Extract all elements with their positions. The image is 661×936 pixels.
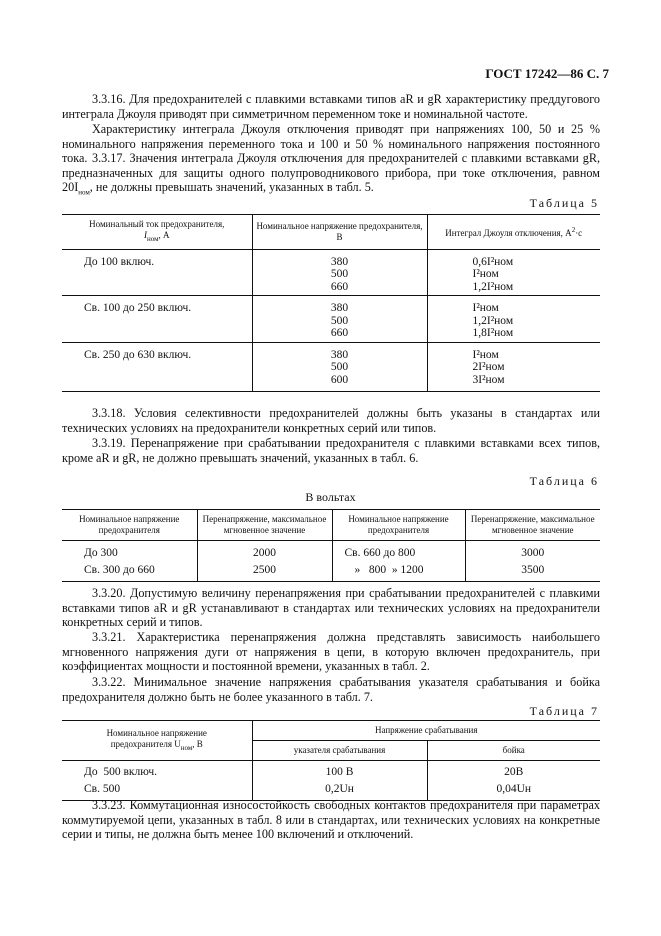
t6-r0-v2: Св. 660 до 800 xyxy=(332,541,465,562)
t5-r2-integrals xyxy=(427,342,600,391)
cell: 1,2I²ном xyxy=(472,314,514,327)
cell: 500 xyxy=(330,268,349,281)
cell: 660 xyxy=(330,280,349,293)
t6-r1-v2: » 800 » 1200 xyxy=(332,562,465,582)
paragraph-3-3-21 xyxy=(62,630,600,674)
paragraph-text: 3.3.17. Значения интеграла Джоуля отключения для предохранителей с плавкими вставками gR, предназначенных для защиты одного полупроводникового прибора, при токе отключения, равном 20I xyxy=(62,151,600,195)
t5-header-current xyxy=(62,215,252,250)
table-row xyxy=(62,761,600,781)
t7-r1-striker: 0,04Uн xyxy=(427,781,600,801)
page-header: ГОСТ 17242—86 С. 7 xyxy=(485,66,609,81)
t6-r1-o2: 3500 xyxy=(465,562,600,582)
paragraph-3-3-22 xyxy=(62,675,600,704)
cell: 0,6I²ном xyxy=(472,255,514,268)
table-row xyxy=(62,342,600,391)
table6-unit: В вольтах xyxy=(305,490,356,504)
cell: 380 xyxy=(330,302,349,315)
paragraph-text: 3.3.19. Перенапряжение при срабатывании предохранителя с плавкими вставками всех типов, кроме aR и gR, не должно превышать значений, указанных в табл. 6. xyxy=(62,436,600,465)
paragraph-text: 3.3.20. Допустимую величину перенапряжения при срабатывании предохранителей с плавкими вставками типов aR и gR устанавливают в стандартах или технических условиях на предохранители конкретных серий и типов. xyxy=(62,586,600,630)
t5-header-integral xyxy=(427,215,600,250)
paragraph-text-end: , не должны превышать значений, указанных в табл. 5. xyxy=(89,180,374,195)
t7-h1c: , В xyxy=(192,738,203,749)
paragraph-3-3-17 xyxy=(62,151,600,200)
paragraph-3-3-23 xyxy=(62,798,600,842)
paragraph-3-3-16 xyxy=(62,92,600,121)
t7-header-striker: бойка xyxy=(427,741,600,761)
t5-h1sub: ном xyxy=(146,234,159,243)
paragraph-text: 3.3.18. Условия селективности предохранителей должны быть указаны в стандартах или технических условиях на предохранители конкретных серий или типов. xyxy=(62,406,600,435)
table-row xyxy=(62,562,600,582)
cell: 500 xyxy=(330,361,349,374)
cell: 660 xyxy=(330,327,349,340)
table-5 xyxy=(62,214,600,392)
t6-r0-o2: 3000 xyxy=(465,541,600,562)
t5-header-voltage: Номинальное напряжение предохранителя, В xyxy=(252,215,427,250)
t6-r0-v1: До 300 xyxy=(84,547,118,559)
t5-h3a: Интеграл Джоуля отключения, А xyxy=(445,227,572,238)
t5-r2-current: Св. 250 до 630 включ. xyxy=(84,348,192,361)
t7-h1sub: ном xyxy=(180,743,193,752)
cell: 500 xyxy=(330,314,349,327)
t5-h3sup: 2 xyxy=(571,225,576,234)
t5-h1b: I xyxy=(143,230,147,240)
t5-r0-integrals xyxy=(427,249,600,296)
subscript-nom: ном xyxy=(78,188,90,197)
t7-r0-striker: 20В xyxy=(427,761,600,781)
t5-r0-current: До 100 включ. xyxy=(62,249,252,296)
cell: I²ном xyxy=(472,302,499,315)
paragraph-text: 3.3.21. Характеристика перенапряжения должна представлять зависимость наибольшего мгновенного напряжения дуги от напряжения в цепи, в которую включен предохранитель, при коэффициентах мощности и постоянной времени, указанных в табл. 2. xyxy=(62,630,600,674)
t6-header-4: Перенапряжение, максимальное мгновенное значение xyxy=(465,510,600,541)
t7-header-voltage xyxy=(62,721,252,761)
paragraph-3-3-18 xyxy=(62,406,600,435)
t6-r1-o1: 2500 xyxy=(197,562,332,582)
t5-h1a: Номинальный ток предохранителя, xyxy=(89,219,225,229)
cell: 3I²ном xyxy=(472,373,505,386)
t5-r1-voltages xyxy=(252,296,427,343)
paragraph-text: Характеристику интеграла Джоуля отключения приводят при напряжениях 100, 50 и 25 % номинального напряжения переменного тока и 100 и 50 % номинального напряжения постоянного тока. xyxy=(62,122,600,166)
table-row xyxy=(62,249,600,296)
t7-r1-voltage: Св. 500 xyxy=(84,782,121,795)
t7-header-indicator: указателя срабатывания xyxy=(252,741,427,761)
t7-r0-indicator: 100 В xyxy=(252,761,427,781)
t7-r0-voltage: До 500 включ. xyxy=(84,766,158,778)
table-row xyxy=(62,541,600,562)
paragraph-3-3-19 xyxy=(62,436,600,465)
paragraph-text: 3.3.23. Коммутационная износостойкость свободных контактов предохранителя при параметрах коммутируемой цепи, указанных в табл. 8 или в стандартах, или технических условиях на конкретные серии и типы, не должна быть менее 100 включений и отключений. xyxy=(62,798,600,842)
cell: 1,8I²ном xyxy=(472,327,514,340)
t5-h3b: ·с xyxy=(575,227,583,238)
t5-r0-voltages xyxy=(252,249,427,296)
table-7 xyxy=(62,720,600,801)
t5-h1c: , А xyxy=(158,230,170,240)
t7-r1-indicator: 0,2Uн xyxy=(252,781,427,801)
cell: I²ном xyxy=(472,268,499,281)
table6-caption: Таблица 6 xyxy=(529,474,599,488)
t5-r1-current: Св. 100 до 250 включ. xyxy=(62,296,252,343)
cell: 380 xyxy=(330,255,349,268)
t6-header-1: Номинальное напряжение предохранителя xyxy=(79,514,180,535)
t7-header-group: Напряжение срабатывания xyxy=(252,721,600,741)
t6-r0-o1: 2000 xyxy=(197,541,332,562)
t7-h1b: предохранителя U xyxy=(110,738,181,749)
cell: 380 xyxy=(330,348,349,361)
t5-r1-integrals xyxy=(427,296,600,343)
paragraph-3-3-20 xyxy=(62,586,600,630)
cell: 600 xyxy=(330,373,349,386)
paragraph-text: 3.3.16. Для предохранителей с плавкими вставками типов aR и gR характеристику преддугового интеграла Джоуля приводят при симметричном переменном токе и номинальной частоте. xyxy=(62,92,600,121)
cell: 1,2I²ном xyxy=(472,280,514,293)
cell: I²ном xyxy=(472,348,499,361)
table-row xyxy=(62,296,600,343)
table5-caption: Таблица 5 xyxy=(529,196,599,210)
t5-r2-voltages xyxy=(252,342,427,391)
cell: 2I²ном xyxy=(472,361,505,374)
table7-caption: Таблица 7 xyxy=(529,704,599,718)
table-6 xyxy=(62,509,600,582)
t6-r1-v1: Св. 300 до 660 xyxy=(84,563,155,576)
t6-header-2: Перенапряжение, максимальное мгновенное значение xyxy=(197,510,332,541)
t7-h1a: Номинальное напряжение xyxy=(106,727,207,738)
t6-header-3: Номинальное напряжение предохранителя xyxy=(332,510,465,541)
paragraph-text: 3.3.22. Минимальное значение напряжения срабатывания указателя срабатывания и бойка предохранителя должно быть не более указанного в табл. 7. xyxy=(62,675,600,704)
